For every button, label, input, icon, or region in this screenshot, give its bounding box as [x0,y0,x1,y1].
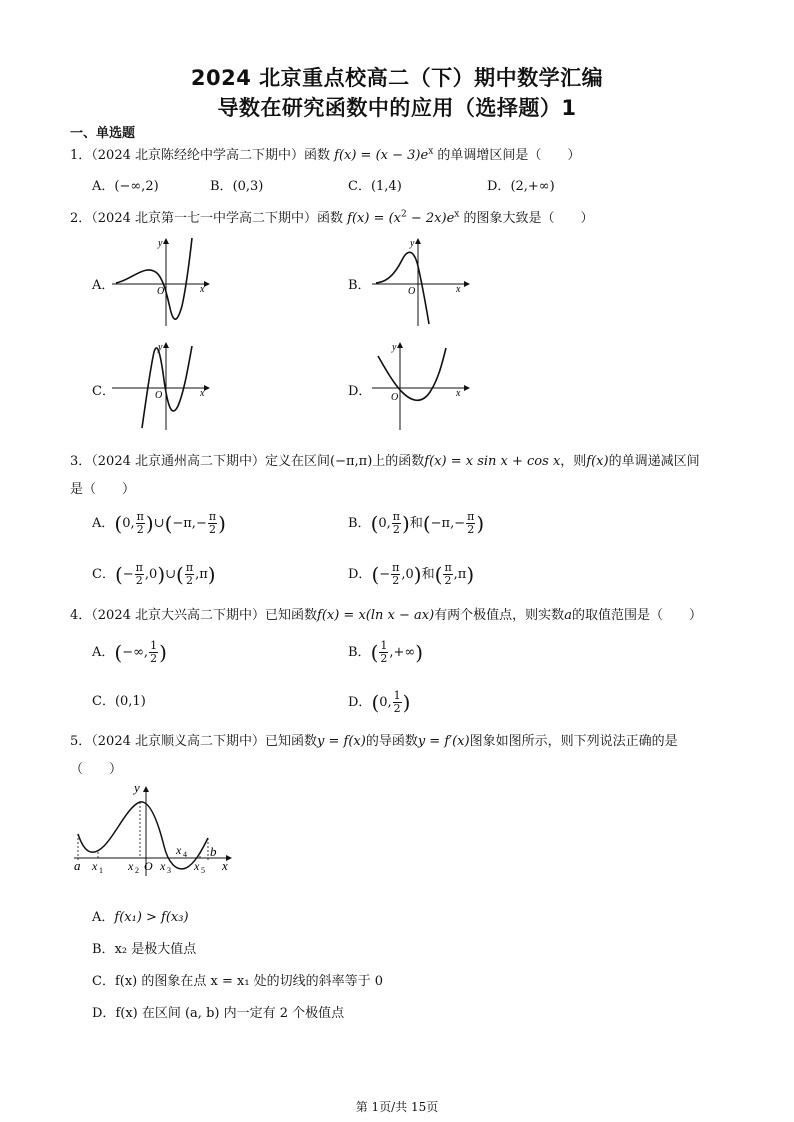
frac-num: π [444,561,452,574]
page-footer: 第 1页/共 15页 [355,1100,439,1114]
fraction [136,511,145,536]
q1-text: 函数 [304,148,335,163]
y-axis-label: y [392,342,397,353]
q5-option-a[interactable] [92,906,189,925]
q2-graph-c[interactable] [112,340,212,432]
origin-label: O [155,390,163,401]
q4-text-post: 的取值范围是（ ） [571,608,702,623]
fraction [443,562,452,587]
q5-text-post: 图象如图所示，则下列说法正确的是 [469,734,678,749]
fraction [185,562,194,587]
option-label: C． [92,974,115,989]
x-axis-label: x [200,284,205,295]
fraction [379,640,388,665]
q4-option-c[interactable] [92,690,146,709]
q5-derivative-graph [70,780,240,878]
q2-text-post: 的图象大致是（ ） [459,211,594,226]
q3-number: 3． [70,454,92,469]
fraction [208,511,217,536]
doc-title-line1: 2024 北京重点校高二（下）期中数学汇编 [190,66,604,90]
q4-option-d[interactable]: D．(0, $\frac{1}{2}$ ) [348,689,411,715]
fraction [392,511,401,536]
option-text: f(x) 在区间 (a, b) 内一定有 2 个极值点 [115,1006,345,1021]
q5-function1: y = f(x) [317,734,366,749]
q5-line2: （ ） [70,762,123,777]
q2-function: f(x) = (x [347,211,401,226]
doc-title-line2: 导数在研究函数中的应用（选择题）1 [217,96,577,120]
label-a: a [74,858,81,873]
q1-option-a[interactable] [92,175,159,194]
option-value: (1,4) [370,179,402,194]
q5-text: 已知函数 [265,734,318,749]
origin-label: O [157,286,165,297]
option-value: (0,1) [114,694,146,709]
y-axis-label: y [410,238,415,249]
label-x5-sub: 5 [201,866,205,875]
option-label: A． [92,179,115,194]
q4-text: 已知函数 [265,608,318,623]
option-text: x₂ 是极大值点 [114,942,197,957]
q4-option-a[interactable]: A．(−∞, $\frac{1}{2}$ ) [92,639,167,665]
q1-option-b[interactable] [210,175,263,194]
union-symbol: ∪ [153,516,165,531]
frac-den: 2 [392,574,400,587]
frac-den: 2 [467,523,475,536]
frac-num: π [208,510,217,523]
q3-line2: 是（ ） [70,482,136,497]
q3-function: f(x) = x sin x + cos x [424,454,561,469]
frac-num: 1 [380,639,388,652]
x-axis-label: x [456,388,461,399]
q2-option-b-label[interactable]: B． [348,278,371,293]
q2-option-a-label[interactable]: A． [92,278,115,293]
q5-option-c[interactable] [92,970,383,989]
question-5 [70,730,678,749]
q1-option-c[interactable] [348,175,402,194]
frac-num: π [467,510,475,523]
q3-option-c[interactable]: C．(− $\frac{\pi}{2}$ ,0)∪( $\frac{\pi}{2}$ ,π) [92,561,216,587]
frac-den: 2 [185,574,193,587]
option-text: f(x) 的图象在点 x = x₁ 处的切线的斜率等于 0 [114,974,384,989]
q2-sq: 2 [401,209,407,220]
q1-text-post: 的单调增区间是（ ） [433,148,581,163]
label-x3: x [160,859,166,873]
option-text: f(x₁) > f(x₃) [114,910,189,925]
frac-num: π [135,561,143,574]
option-label: C． [348,179,371,194]
label-x2-sub: 2 [135,866,139,875]
q4-number: 4． [70,608,92,623]
question-4 [70,604,702,623]
option-label: B． [348,645,371,660]
frac-num: π [392,510,401,523]
q2-source: （2024 北京第一七一中学高二下期中） [91,211,317,226]
fraction [391,562,400,587]
frac-den: 2 [444,574,452,587]
label-x3-sub: 3 [167,866,171,875]
origin-label: O [408,286,416,297]
q2-function-mid: − 2x)e [406,211,455,226]
frac-den: 2 [393,702,401,715]
q1-number: 1． [70,148,92,163]
q4-text-mid: 有两个极值点，则实数 [434,608,565,623]
label-x5: x [194,859,200,873]
option-label: A． [92,910,115,925]
and-word: 和 [421,567,435,582]
frac-den: 2 [135,574,143,587]
label-x2: x [128,859,134,873]
union-symbol: ∪ [165,567,177,582]
q3-function2: f(x) [586,454,609,469]
option-label: B． [210,179,233,194]
frac-den: 2 [380,652,388,665]
q4-function: f(x) = x(ln x − ax) [317,608,435,623]
frac-den: 2 [208,523,216,536]
frac-den: 2 [392,523,400,536]
x-axis-label: x [456,284,461,295]
q2-option-c-label[interactable]: C． [92,384,115,399]
frac-den: 2 [136,523,144,536]
q4-source: （2024 北京大兴高二下期中） [91,608,265,623]
q2-exp: x [454,209,460,220]
frac-num: 1 [150,639,158,652]
option-label: D． [92,1006,116,1021]
fraction [393,690,402,715]
fraction [135,562,144,587]
q3-source: （2024 北京通州高二下期中） [91,454,265,469]
q1-function: f(x) = (x − 3)e [334,148,429,163]
q3-option-d[interactable]: D．(− $\frac{\pi}{2}$ ,0)和( $\frac{\pi}{2}$ ,π) [348,561,475,587]
q2-number: 2． [70,211,92,226]
label-b: b [210,844,217,859]
q5-option-d[interactable] [92,1002,344,1021]
q2-graph-a[interactable] [112,236,212,328]
x-axis-label: x [200,388,205,399]
x-axis-label: x [222,858,228,873]
q1-option-d[interactable] [487,175,555,194]
option-label: D． [487,179,511,194]
q4-option-b[interactable]: B．( $\frac{1}{2}$ ,+∞) [348,639,424,665]
frac-num: π [185,561,194,574]
label-x4: x [176,843,182,857]
q3-text: 定义在区间 [265,454,331,469]
q3-text-post: 的单调递减区间 [608,454,700,469]
option-value: (2,+∞) [510,179,555,194]
section-heading: 一、单选题 [70,126,136,141]
origin-label: O [391,392,399,403]
label-x1-sub: 1 [99,866,103,875]
option-label: C． [92,694,115,709]
q3-text-mid: 上的函数 [372,454,425,469]
question-3 [70,450,700,469]
q5-source: （2024 北京顺义高二下期中） [91,734,265,749]
q5-function2: y = f′(x) [417,734,470,749]
q2-graph-b[interactable] [372,236,472,328]
fraction [149,640,158,665]
fraction [466,511,475,536]
q4-var: a [564,608,572,623]
option-label: D． [348,695,372,710]
option-label: B． [348,516,371,531]
label-x4-sub: 4 [183,850,187,859]
label-origin: O [144,859,153,873]
option-label: A． [92,516,115,531]
q3-option-b[interactable]: B．(0, $\frac{\pi}{2}$ )和(−π,− $\frac{\pi}{2}$ ) [348,510,485,536]
q2-graph-d[interactable] [372,340,472,432]
option-value: (−∞,2) [114,179,159,194]
option-label: C． [92,567,115,582]
q5-option-b[interactable] [92,938,196,957]
option-value: (0,3) [232,179,264,194]
q2-text: 函数 [317,211,348,226]
label-x1: x [92,859,98,873]
question-2 [70,207,593,226]
q5-number: 5． [70,734,92,749]
y-axis-label: y [158,342,163,353]
q1-source: （2024 北京陈经纶中学高二下期中） [91,148,304,163]
frac-num: 1 [393,689,401,702]
frac-den: 2 [150,652,158,665]
y-axis-label: y [158,238,163,249]
q2-option-d-label[interactable]: D． [348,384,372,399]
frac-num: π [392,561,400,574]
option-label: A． [92,645,115,660]
q1-exp: x [428,146,434,157]
q3-text-mid2: ，则 [560,454,587,469]
question-1 [70,144,580,163]
frac-num: π [136,510,144,523]
option-label: D． [348,567,372,582]
q5-text-mid: 的导函数 [365,734,418,749]
option-label: B． [92,942,115,957]
q3-interval: (−π,π) [330,454,373,469]
y-axis-label: y [134,780,140,795]
q3-option-a[interactable]: A．(0, $\frac{\pi}{2}$ )∪(−π,− $\frac{\pi}{2}$ ) [92,510,226,536]
and-word: 和 [409,516,423,531]
